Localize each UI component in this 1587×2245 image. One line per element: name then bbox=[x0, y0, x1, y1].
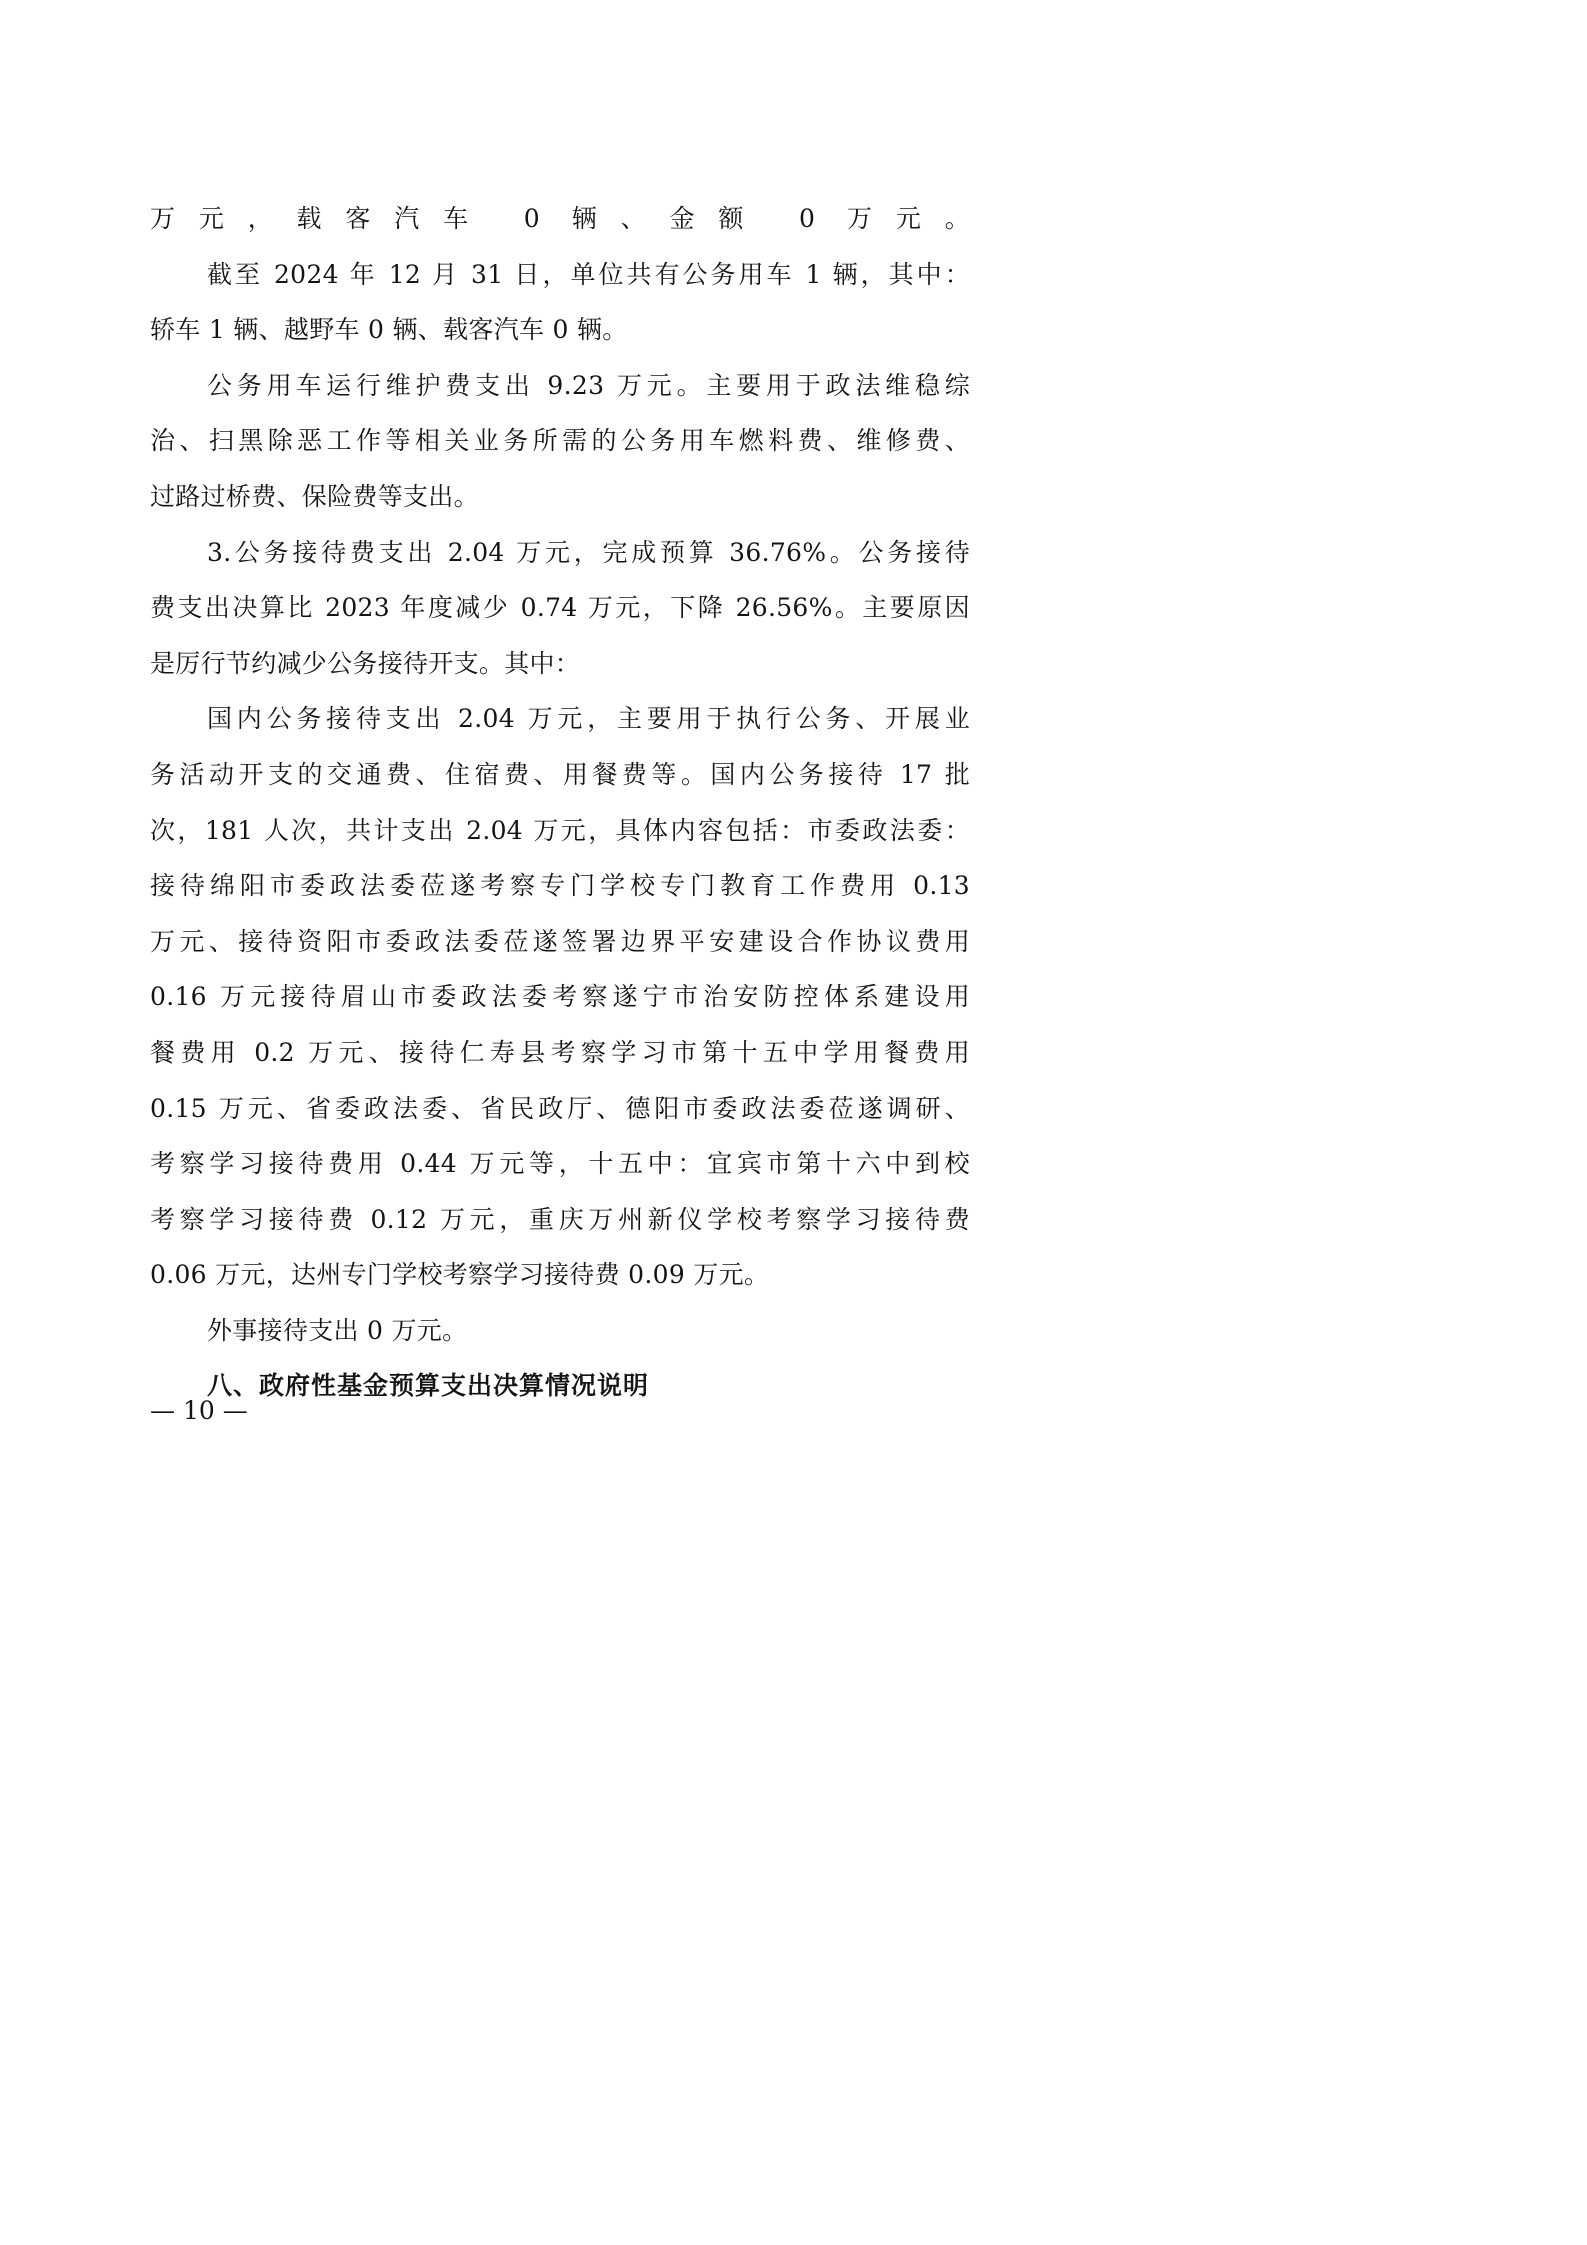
section-heading: 八、政府性基金预算支出决算情况说明 bbox=[207, 1371, 650, 1401]
text-line: 万元、接待资阳市委政法委莅遂签署边界平安建设合作协议费用 bbox=[150, 926, 970, 956]
text-line: 接待绵阳市委政法委莅遂考察专门学校专门教育工作费用 0.13 bbox=[150, 871, 970, 901]
text-line: 餐费用 0.2 万元、接待仁寿县考察学习市第十五中学用餐费用 bbox=[150, 1037, 970, 1067]
text-line: 过路过桥费、保险费等支出。 bbox=[150, 481, 479, 511]
text-line: 次，181 人次，共计支出 2.04 万元，具体内容包括：市委政法委： bbox=[150, 815, 970, 845]
text-line: 万元，载客汽车 0 辆、金额 0 万元。 bbox=[150, 204, 970, 233]
text-line: 公务用车运行维护费支出 9.23 万元。主要用于政法维稳综 bbox=[207, 370, 970, 400]
text-line: 3.公务接待费支出 2.04 万元，完成预算 36.76%。公务接待 bbox=[207, 537, 970, 567]
text-line: 截至 2024 年 12 月 31 日，单位共有公务用车 1 辆，其中： bbox=[207, 259, 970, 289]
text-line: 费支出决算比 2023 年度减少 0.74 万元，下降 26.56%。主要原因 bbox=[150, 593, 970, 623]
body-text bbox=[150, 191, 970, 1414]
text-line: 0.15 万元、省委政法委、省民政厅、德阳市委政法委莅遂调研、 bbox=[150, 1093, 970, 1123]
text-line: 考察学习接待费用 0.44 万元等，十五中：宜宾市第十六中到校 bbox=[150, 1149, 970, 1179]
text-line: 外事接待支出 0 万元。 bbox=[207, 1315, 468, 1345]
text-line: 轿车 1 辆、越野车 0 辆、载客汽车 0 辆。 bbox=[150, 315, 628, 345]
text-line: 治、扫黑除恶工作等相关业务所需的公务用车燃料费、维修费、 bbox=[150, 426, 970, 456]
text-line: 国内公务接待支出 2.04 万元，主要用于执行公务、开展业 bbox=[207, 704, 970, 734]
document-page bbox=[0, 0, 1117, 1580]
text-line: 务活动开支的交通费、住宿费、用餐费等。国内公务接待 17 批 bbox=[150, 759, 970, 789]
page-number: — 10 — bbox=[150, 1396, 248, 1425]
text-line: 0.16 万元接待眉山市委政法委考察遂宁市治安防控体系建设用 bbox=[150, 982, 970, 1012]
text-line: 考察学习接待费 0.12 万元，重庆万州新仪学校考察学习接待费 bbox=[150, 1204, 970, 1234]
text-line: 0.06 万元，达州专门学校考察学习接待费 0.09 万元。 bbox=[150, 1260, 770, 1290]
text-line: 是厉行节约减少公务接待开支。其中： bbox=[150, 648, 581, 678]
